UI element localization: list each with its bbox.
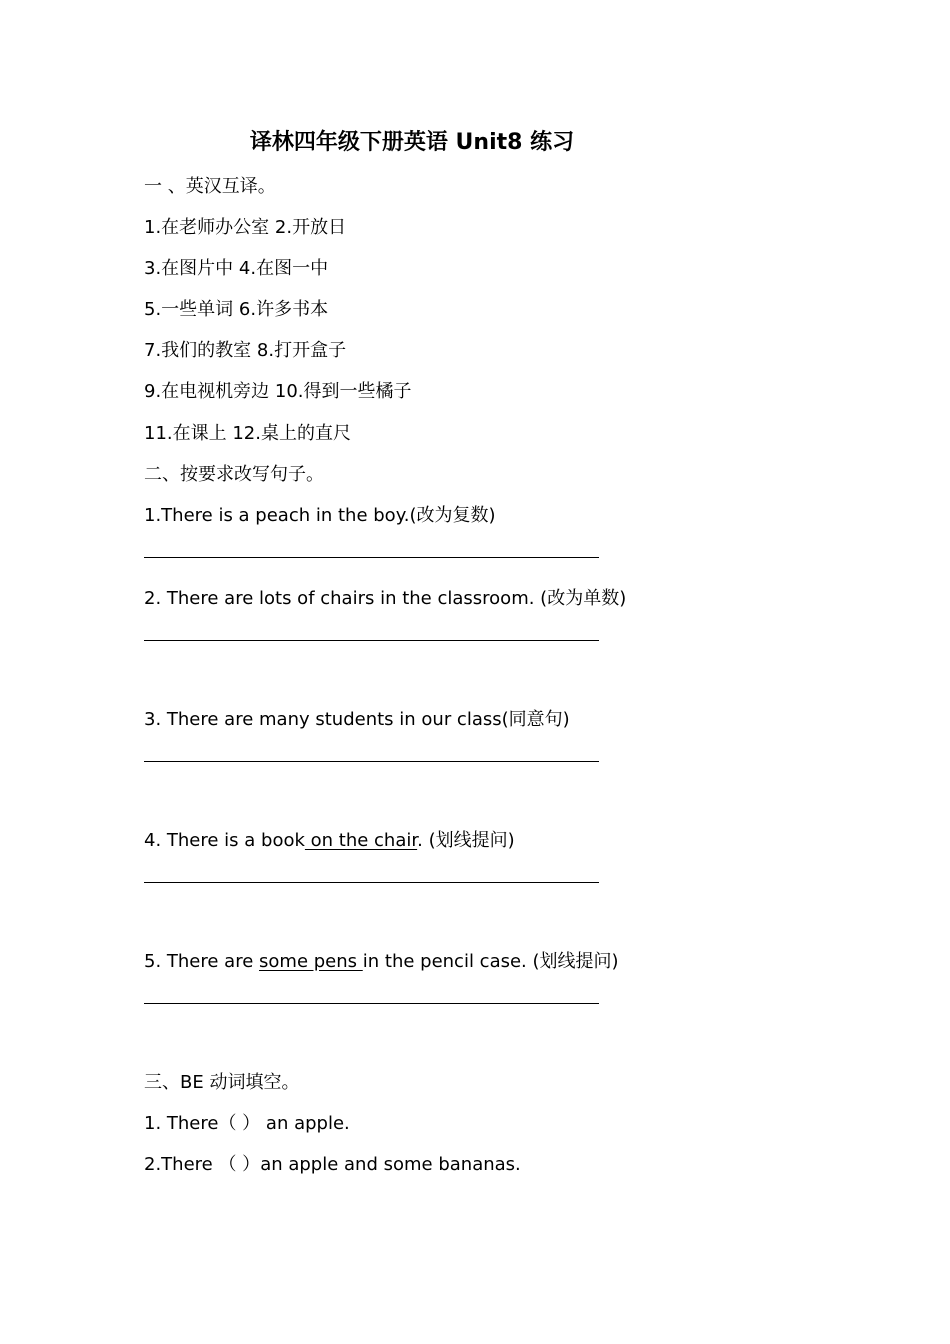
translation-row: 9.在电视机旁边 10.得到一些橘子	[144, 381, 412, 402]
translation-row: 1.在老师办公室 2.开放日	[144, 217, 347, 238]
question-text: 4. There is a book	[144, 830, 305, 851]
rewrite-question-5	[144, 949, 619, 975]
question-text: an apple.	[260, 1113, 350, 1134]
answer-line-3[interactable]	[144, 761, 599, 762]
question-text: 2.There	[144, 1154, 219, 1175]
answer-line-2[interactable]	[144, 640, 599, 641]
question-text: 5. There are	[144, 951, 260, 972]
section-heading-be-verb: 三、BE 动词填空。	[144, 1072, 300, 1093]
answer-blank[interactable]: （ ）	[218, 1154, 261, 1175]
answer-line-1[interactable]	[144, 557, 599, 558]
answer-blank[interactable]: （ ）	[218, 1113, 261, 1134]
rewrite-question-2: 2. There are lots of chairs in the classroom. (改为单数)	[144, 588, 627, 609]
section-heading-rewrite: 二、按要求改写句子。	[144, 464, 324, 485]
fill-question-2	[144, 1152, 521, 1178]
underlined-phrase: on the chair	[304, 830, 418, 851]
translation-row: 7.我们的教室 8.打开盒子	[144, 340, 347, 361]
question-text: 1. There	[144, 1113, 219, 1134]
rewrite-question-3: 3. There are many students in our class(同意句)	[144, 709, 570, 730]
rewrite-question-1: 1.There is a peach in the boy.(改为复数)	[144, 505, 496, 526]
question-text: . (划线提问)	[417, 830, 515, 851]
translation-row: 11.在课上 12.桌上的直尺	[144, 423, 351, 444]
page-title: 译林四年级下册英语 Unit8 练习	[249, 130, 575, 155]
answer-line-5[interactable]	[144, 1003, 599, 1004]
section-heading-translation: 一 、英汉互译。	[144, 176, 276, 197]
answer-line-4[interactable]	[144, 882, 599, 883]
translation-row: 3.在图片中 4.在图一中	[144, 258, 329, 279]
question-text: in the pencil case. (划线提问)	[362, 951, 619, 972]
underlined-phrase: some pens	[259, 951, 363, 972]
translation-row: 5.一些单词 6.许多书本	[144, 299, 329, 320]
rewrite-question-4	[144, 828, 515, 854]
fill-question-1	[144, 1111, 350, 1137]
question-text: an apple and some bananas.	[260, 1154, 521, 1175]
